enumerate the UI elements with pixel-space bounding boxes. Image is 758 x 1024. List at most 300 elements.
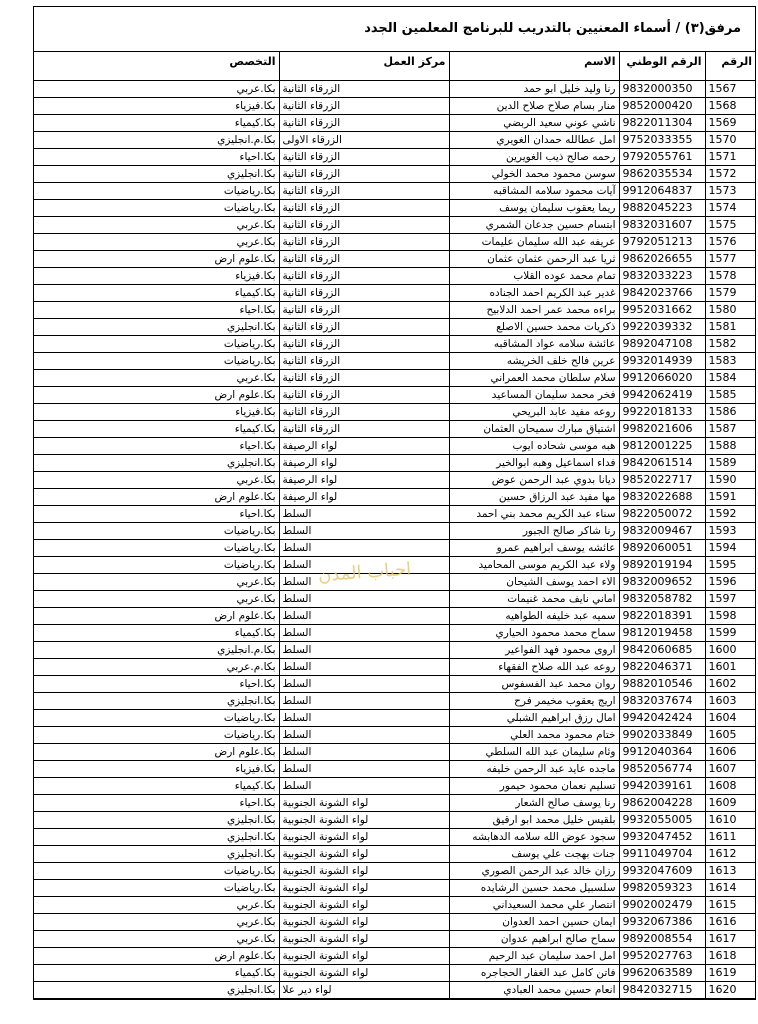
row-number-cell: 1595 bbox=[705, 557, 755, 574]
work-center-cell: الزرقاء الثانية bbox=[279, 251, 449, 268]
national-id-cell: 9842060685 bbox=[619, 642, 705, 659]
national-id-cell: 9822050072 bbox=[619, 506, 705, 523]
table-row bbox=[34, 285, 755, 302]
national-id-cell: 9882010546 bbox=[619, 676, 705, 693]
row-number-cell: 1591 bbox=[705, 489, 755, 506]
teacher-name-cell: وئام سليمان عبد الله السلطي bbox=[449, 744, 619, 761]
teachers-table bbox=[34, 52, 755, 999]
table-row bbox=[34, 115, 755, 132]
work-center-cell: السلط bbox=[279, 557, 449, 574]
work-center-cell: لواء الشونة الجنوبية bbox=[279, 897, 449, 914]
table-row bbox=[34, 166, 755, 183]
specialization-cell: بكا.عربي bbox=[34, 234, 279, 251]
row-number-cell: 1596 bbox=[705, 574, 755, 591]
national-id-cell: 9842061514 bbox=[619, 455, 705, 472]
specialization-cell: بكا.فيزياء bbox=[34, 761, 279, 778]
teacher-name-cell: آيات محمود سلامه المشاقبه bbox=[449, 183, 619, 200]
national-id-cell: 9952027763 bbox=[619, 948, 705, 965]
specialization-cell: بكا.رياضيات bbox=[34, 353, 279, 370]
teacher-name-cell: امال رزق ابراهيم الشبلي bbox=[449, 710, 619, 727]
work-center-cell: السلط bbox=[279, 727, 449, 744]
row-number-cell: 1614 bbox=[705, 880, 755, 897]
specialization-cell: بكا.رياضيات bbox=[34, 523, 279, 540]
work-center-cell: الزرقاء الثانية bbox=[279, 353, 449, 370]
work-center-cell: السلط bbox=[279, 540, 449, 557]
specialization-cell: بكا.عربي bbox=[34, 591, 279, 608]
table-row bbox=[34, 319, 755, 336]
row-number-cell: 1598 bbox=[705, 608, 755, 625]
table-row bbox=[34, 744, 755, 761]
national-id-cell: 9932047609 bbox=[619, 863, 705, 880]
work-center-cell: لواء الشونة الجنوبية bbox=[279, 914, 449, 931]
specialization-cell: بكا.كيمياء bbox=[34, 285, 279, 302]
national-id-cell: 9942042424 bbox=[619, 710, 705, 727]
table-row bbox=[34, 251, 755, 268]
national-id-cell: 9832037674 bbox=[619, 693, 705, 710]
teacher-name-cell: فاتن كامل عبد الغفار الحجاجره bbox=[449, 965, 619, 982]
national-id-cell: 9862035534 bbox=[619, 166, 705, 183]
row-number-cell: 1582 bbox=[705, 336, 755, 353]
row-number-cell: 1619 bbox=[705, 965, 755, 982]
work-center-cell: لواء الرصيفة bbox=[279, 489, 449, 506]
national-id-cell: 9912040364 bbox=[619, 744, 705, 761]
teacher-name-cell: هبه موسى شحاده ايوب bbox=[449, 438, 619, 455]
row-number-cell: 1572 bbox=[705, 166, 755, 183]
national-id-cell: 9982021606 bbox=[619, 421, 705, 438]
table-row bbox=[34, 948, 755, 965]
table-row bbox=[34, 81, 755, 98]
national-id-cell: 9832009467 bbox=[619, 523, 705, 540]
national-id-cell: 9832009652 bbox=[619, 574, 705, 591]
row-number-cell: 1567 bbox=[705, 81, 755, 98]
national-id-cell: 9942062419 bbox=[619, 387, 705, 404]
teacher-name-cell: سماح صالح ابراهيم عدوان bbox=[449, 931, 619, 948]
work-center-cell: السلط bbox=[279, 608, 449, 625]
work-center-cell: لواء الشونة الجنوبية bbox=[279, 965, 449, 982]
table-row bbox=[34, 523, 755, 540]
teacher-name-cell: عرين فالح خلف الخريشه bbox=[449, 353, 619, 370]
table-row bbox=[34, 302, 755, 319]
teacher-name-cell: انتصار علي محمد السعيداني bbox=[449, 897, 619, 914]
teacher-name-cell: ابتسام حسين جدعان الشمري bbox=[449, 217, 619, 234]
work-center-cell: لواء الشونة الجنوبية bbox=[279, 863, 449, 880]
national-id-cell: 9862026655 bbox=[619, 251, 705, 268]
row-number-cell: 1589 bbox=[705, 455, 755, 472]
work-center-cell: لواء الشونة الجنوبية bbox=[279, 812, 449, 829]
teacher-name-cell: امل عطالله حمدان الغويري bbox=[449, 132, 619, 149]
row-number-cell: 1574 bbox=[705, 200, 755, 217]
row-number-cell: 1594 bbox=[705, 540, 755, 557]
national-id-cell: 9892047108 bbox=[619, 336, 705, 353]
teacher-name-cell: فداء اسماعيل وهبه ابوالخير bbox=[449, 455, 619, 472]
teacher-name-cell: سوسن محمود محمد الخولي bbox=[449, 166, 619, 183]
table-row bbox=[34, 98, 755, 115]
work-center-cell: السلط bbox=[279, 574, 449, 591]
table-row bbox=[34, 710, 755, 727]
table-row bbox=[34, 642, 755, 659]
national-id-cell: 9812019458 bbox=[619, 625, 705, 642]
work-center-cell: السلط bbox=[279, 676, 449, 693]
teacher-name-cell: ذكريات محمد حسين الاصلع bbox=[449, 319, 619, 336]
teacher-name-cell: اماني نايف محمد غنيمات bbox=[449, 591, 619, 608]
table-row bbox=[34, 778, 755, 795]
national-id-cell: 9902002479 bbox=[619, 897, 705, 914]
national-id-cell: 9852022717 bbox=[619, 472, 705, 489]
table-header-row bbox=[34, 52, 755, 81]
row-number-cell: 1575 bbox=[705, 217, 755, 234]
work-center-cell: لواء الشونة الجنوبية bbox=[279, 948, 449, 965]
national-id-cell: 9792051213 bbox=[619, 234, 705, 251]
teacher-name-cell: اريج يعقوب مخيمر فرح bbox=[449, 693, 619, 710]
header-specialization: التخصص bbox=[34, 52, 279, 81]
table-row bbox=[34, 846, 755, 863]
national-id-cell: 9962063589 bbox=[619, 965, 705, 982]
table-row bbox=[34, 863, 755, 880]
teacher-name-cell: روعه عبد الله صلاح الفقهاء bbox=[449, 659, 619, 676]
work-center-cell: لواء الرصيفة bbox=[279, 438, 449, 455]
national-id-cell: 9902033849 bbox=[619, 727, 705, 744]
specialization-cell: بكا.رياضيات bbox=[34, 540, 279, 557]
specialization-cell: بكا.انجليزي bbox=[34, 812, 279, 829]
national-id-cell: 9832033223 bbox=[619, 268, 705, 285]
table-row bbox=[34, 353, 755, 370]
national-id-cell: 9822011304 bbox=[619, 115, 705, 132]
row-number-cell: 1601 bbox=[705, 659, 755, 676]
national-id-cell: 9932067386 bbox=[619, 914, 705, 931]
teacher-name-cell: تمام محمد عوده القلاب bbox=[449, 268, 619, 285]
table-row bbox=[34, 455, 755, 472]
specialization-cell: بكا.احياء bbox=[34, 302, 279, 319]
specialization-cell: بكا.م.انجليزي bbox=[34, 132, 279, 149]
row-number-cell: 1585 bbox=[705, 387, 755, 404]
row-number-cell: 1570 bbox=[705, 132, 755, 149]
teacher-name-cell: بلقيس خليل محمد ابو ارقيق bbox=[449, 812, 619, 829]
specialization-cell: بكا.رياضيات bbox=[34, 557, 279, 574]
specialization-cell: بكا.انجليزي bbox=[34, 693, 279, 710]
row-number-cell: 1617 bbox=[705, 931, 755, 948]
table-row bbox=[34, 591, 755, 608]
teacher-name-cell: جنات بهجت علي يوسف bbox=[449, 846, 619, 863]
teacher-name-cell: روان محمد عبد الفسفوس bbox=[449, 676, 619, 693]
specialization-cell: بكا.علوم ارض bbox=[34, 744, 279, 761]
row-number-cell: 1606 bbox=[705, 744, 755, 761]
national-id-cell: 9942039161 bbox=[619, 778, 705, 795]
specialization-cell: بكا.فيزياء bbox=[34, 98, 279, 115]
specialization-cell: بكا.علوم ارض bbox=[34, 251, 279, 268]
table-row bbox=[34, 438, 755, 455]
table-row bbox=[34, 421, 755, 438]
work-center-cell: السلط bbox=[279, 591, 449, 608]
row-number-cell: 1603 bbox=[705, 693, 755, 710]
work-center-cell: السلط bbox=[279, 625, 449, 642]
row-number-cell: 1584 bbox=[705, 370, 755, 387]
national-id-cell: 9922039332 bbox=[619, 319, 705, 336]
work-center-cell: الزرقاء الاولى bbox=[279, 132, 449, 149]
specialization-cell: بكا.احياء bbox=[34, 506, 279, 523]
row-number-cell: 1616 bbox=[705, 914, 755, 931]
teacher-name-cell: رزان خالد عبد الرحمن الصوري bbox=[449, 863, 619, 880]
specialization-cell: بكا.انجليزي bbox=[34, 846, 279, 863]
row-number-cell: 1571 bbox=[705, 149, 755, 166]
work-center-cell: السلط bbox=[279, 693, 449, 710]
work-center-cell: الزرقاء الثانية bbox=[279, 285, 449, 302]
table-row bbox=[34, 761, 755, 778]
table-row bbox=[34, 625, 755, 642]
specialization-cell: بكا.انجليزي bbox=[34, 319, 279, 336]
specialization-cell: بكا.احياء bbox=[34, 676, 279, 693]
specialization-cell: بكا.عربي bbox=[34, 472, 279, 489]
specialization-cell: بكا.عربي bbox=[34, 931, 279, 948]
document-title: مرفق(٣) / أسماء المعنيين بالتدريب للبرنامج المعلمين الجدد bbox=[34, 7, 755, 52]
row-number-cell: 1569 bbox=[705, 115, 755, 132]
specialization-cell: بكا.كيمياء bbox=[34, 115, 279, 132]
work-center-cell: الزرقاء الثانية bbox=[279, 166, 449, 183]
row-number-cell: 1578 bbox=[705, 268, 755, 285]
specialization-cell: بكا.علوم ارض bbox=[34, 489, 279, 506]
table-row bbox=[34, 914, 755, 931]
teacher-name-cell: سجود عوض الله سلامه الدهابشه bbox=[449, 829, 619, 846]
specialization-cell: بكا.عربي bbox=[34, 81, 279, 98]
specialization-cell: بكا.كيمياء bbox=[34, 965, 279, 982]
work-center-cell: السلط bbox=[279, 761, 449, 778]
table-row bbox=[34, 880, 755, 897]
specialization-cell: بكا.احياء bbox=[34, 149, 279, 166]
table-row bbox=[34, 931, 755, 948]
table-row bbox=[34, 506, 755, 523]
national-id-cell: 9862004228 bbox=[619, 795, 705, 812]
work-center-cell: الزرقاء الثانية bbox=[279, 268, 449, 285]
specialization-cell: بكا.رياضيات bbox=[34, 880, 279, 897]
teacher-name-cell: سميه عبد خليفه الطواهيه bbox=[449, 608, 619, 625]
row-number-cell: 1600 bbox=[705, 642, 755, 659]
table-row bbox=[34, 965, 755, 982]
specialization-cell: بكا.كيمياء bbox=[34, 625, 279, 642]
work-center-cell: الزرقاء الثانية bbox=[279, 200, 449, 217]
row-number-cell: 1573 bbox=[705, 183, 755, 200]
teacher-name-cell: امل احمد سليمان عبد الرحيم bbox=[449, 948, 619, 965]
work-center-cell: لواء الرصيفة bbox=[279, 455, 449, 472]
header-national-id: الرقم الوطني bbox=[619, 52, 705, 81]
teacher-name-cell: سماح محمد محمود الحياري bbox=[449, 625, 619, 642]
table-row bbox=[34, 676, 755, 693]
teacher-name-cell: انعام حسين محمد العبادي bbox=[449, 982, 619, 999]
work-center-cell: الزرقاء الثانية bbox=[279, 217, 449, 234]
row-number-cell: 1612 bbox=[705, 846, 755, 863]
work-center-cell: السلط bbox=[279, 710, 449, 727]
national-id-cell: 9922018133 bbox=[619, 404, 705, 421]
table-row bbox=[34, 795, 755, 812]
work-center-cell: لواء الشونة الجنوبية bbox=[279, 931, 449, 948]
table-row bbox=[34, 659, 755, 676]
specialization-cell: بكا.فيزياء bbox=[34, 404, 279, 421]
specialization-cell: بكا.كيمياء bbox=[34, 778, 279, 795]
national-id-cell: 9832058782 bbox=[619, 591, 705, 608]
table-row bbox=[34, 149, 755, 166]
teacher-name-cell: ثريا عبد الرحمن عثمان عثمان bbox=[449, 251, 619, 268]
teacher-name-cell: عريفه عبد الله سليمان عليمات bbox=[449, 234, 619, 251]
work-center-cell: الزرقاء الثانية bbox=[279, 336, 449, 353]
teacher-name-cell: رنا وليد خليل ابو حمد bbox=[449, 81, 619, 98]
work-center-cell: السلط bbox=[279, 642, 449, 659]
work-center-cell: الزرقاء الثانية bbox=[279, 404, 449, 421]
national-id-cell: 9842032715 bbox=[619, 982, 705, 999]
work-center-cell: لواء الرصيفة bbox=[279, 472, 449, 489]
teacher-name-cell: منار بسام صلاح صلاح الدين bbox=[449, 98, 619, 115]
row-number-cell: 1607 bbox=[705, 761, 755, 778]
row-number-cell: 1581 bbox=[705, 319, 755, 336]
work-center-cell: لواء الشونة الجنوبية bbox=[279, 795, 449, 812]
work-center-cell: لواء دير علا bbox=[279, 982, 449, 999]
row-number-cell: 1608 bbox=[705, 778, 755, 795]
specialization-cell: بكا.علوم ارض bbox=[34, 387, 279, 404]
national-id-cell: 9822018391 bbox=[619, 608, 705, 625]
specialization-cell: بكا.علوم ارض bbox=[34, 948, 279, 965]
teacher-name-cell: غدير عبد الكريم احمد الجناده bbox=[449, 285, 619, 302]
header-name: الاسم bbox=[449, 52, 619, 81]
work-center-cell: الزرقاء الثانية bbox=[279, 319, 449, 336]
specialization-cell: بكا.انجليزي bbox=[34, 455, 279, 472]
specialization-cell: بكا.عربي bbox=[34, 897, 279, 914]
table-row bbox=[34, 336, 755, 353]
table-row bbox=[34, 132, 755, 149]
national-id-cell: 9892019194 bbox=[619, 557, 705, 574]
header-work-center: مركز العمل bbox=[279, 52, 449, 81]
specialization-cell: بكا.رياضيات bbox=[34, 183, 279, 200]
specialization-cell: بكا.علوم ارض bbox=[34, 608, 279, 625]
row-number-cell: 1579 bbox=[705, 285, 755, 302]
teacher-name-cell: ماجده عايد عبد الرحمن خليفه bbox=[449, 761, 619, 778]
teacher-name-cell: سلسبيل محمد حسين الرشايده bbox=[449, 880, 619, 897]
row-number-cell: 1609 bbox=[705, 795, 755, 812]
row-number-cell: 1611 bbox=[705, 829, 755, 846]
table-row bbox=[34, 727, 755, 744]
national-id-cell: 9852000420 bbox=[619, 98, 705, 115]
table-body bbox=[34, 81, 755, 999]
specialization-cell: بكا.م.عربي bbox=[34, 659, 279, 676]
teacher-name-cell: رنا شاكر صالح الجبور bbox=[449, 523, 619, 540]
national-id-cell: 9912066020 bbox=[619, 370, 705, 387]
header-number: الرقم bbox=[705, 52, 755, 81]
row-number-cell: 1583 bbox=[705, 353, 755, 370]
teacher-name-cell: اروى محمود فهد الفواعير bbox=[449, 642, 619, 659]
specialization-cell: بكا.رياضيات bbox=[34, 710, 279, 727]
table-row bbox=[34, 404, 755, 421]
specialization-cell: بكا.فيزياء bbox=[34, 268, 279, 285]
document-frame bbox=[33, 6, 756, 1000]
national-id-cell: 9832022688 bbox=[619, 489, 705, 506]
table-row bbox=[34, 812, 755, 829]
row-number-cell: 1590 bbox=[705, 472, 755, 489]
specialization-cell: بكا.احياء bbox=[34, 438, 279, 455]
row-number-cell: 1615 bbox=[705, 897, 755, 914]
teacher-name-cell: عائشه يوسف ابراهيم عمرو bbox=[449, 540, 619, 557]
national-id-cell: 9932055005 bbox=[619, 812, 705, 829]
table-row bbox=[34, 370, 755, 387]
work-center-cell: الزرقاء الثانية bbox=[279, 98, 449, 115]
row-number-cell: 1620 bbox=[705, 982, 755, 999]
teacher-name-cell: تسليم نعمان محمود حيمور bbox=[449, 778, 619, 795]
work-center-cell: الزرقاء الثانية bbox=[279, 370, 449, 387]
row-number-cell: 1576 bbox=[705, 234, 755, 251]
work-center-cell: الزرقاء الثانية bbox=[279, 149, 449, 166]
table-row bbox=[34, 608, 755, 625]
teacher-name-cell: رحمه صالح ذيب الغويرين bbox=[449, 149, 619, 166]
specialization-cell: بكا.عربي bbox=[34, 574, 279, 591]
work-center-cell: الزرقاء الثانية bbox=[279, 183, 449, 200]
specialization-cell: بكا.كيمياء bbox=[34, 421, 279, 438]
specialization-cell: بكا.عربي bbox=[34, 914, 279, 931]
specialization-cell: بكا.عربي bbox=[34, 370, 279, 387]
work-center-cell: الزرقاء الثانية bbox=[279, 387, 449, 404]
watermark: احباب المدن bbox=[317, 558, 412, 587]
table-row bbox=[34, 234, 755, 251]
work-center-cell: السلط bbox=[279, 744, 449, 761]
work-center-cell: الزرقاء الثانية bbox=[279, 81, 449, 98]
work-center-cell: السلط bbox=[279, 506, 449, 523]
teacher-name-cell: روعه مفيد عابد البريحي bbox=[449, 404, 619, 421]
national-id-cell: 9822046371 bbox=[619, 659, 705, 676]
national-id-cell: 9832031607 bbox=[619, 217, 705, 234]
teacher-name-cell: براءه محمد عمر احمد الدلابيح bbox=[449, 302, 619, 319]
work-center-cell: الزرقاء الثانية bbox=[279, 421, 449, 438]
row-number-cell: 1588 bbox=[705, 438, 755, 455]
teacher-name-cell: اشتياق مبارك سميحان العثمان bbox=[449, 421, 619, 438]
national-id-cell: 9892008554 bbox=[619, 931, 705, 948]
national-id-cell: 9842023766 bbox=[619, 285, 705, 302]
work-center-cell: الزرقاء الثانية bbox=[279, 115, 449, 132]
national-id-cell: 9932047452 bbox=[619, 829, 705, 846]
specialization-cell: بكا.انجليزي bbox=[34, 829, 279, 846]
national-id-cell: 9832000350 bbox=[619, 81, 705, 98]
specialization-cell: بكا.رياضيات bbox=[34, 863, 279, 880]
table-row bbox=[34, 268, 755, 285]
specialization-cell: بكا.م.انجليزي bbox=[34, 642, 279, 659]
table-row bbox=[34, 982, 755, 999]
specialization-cell: بكا.رياضيات bbox=[34, 336, 279, 353]
work-center-cell: السلط bbox=[279, 523, 449, 540]
specialization-cell: بكا.احياء bbox=[34, 795, 279, 812]
row-number-cell: 1592 bbox=[705, 506, 755, 523]
row-number-cell: 1577 bbox=[705, 251, 755, 268]
table-row bbox=[34, 472, 755, 489]
teacher-name-cell: سناء عبد الكريم محمد بني احمد bbox=[449, 506, 619, 523]
work-center-cell: الزرقاء الثانية bbox=[279, 234, 449, 251]
work-center-cell: الزرقاء الثانية bbox=[279, 302, 449, 319]
table-row bbox=[34, 693, 755, 710]
row-number-cell: 1602 bbox=[705, 676, 755, 693]
row-number-cell: 1568 bbox=[705, 98, 755, 115]
table-row bbox=[34, 489, 755, 506]
specialization-cell: بكا.انجليزي bbox=[34, 982, 279, 999]
teacher-name-cell: ريما يعقوب سليمان يوسف bbox=[449, 200, 619, 217]
work-center-cell: لواء الشونة الجنوبية bbox=[279, 829, 449, 846]
table-row bbox=[34, 217, 755, 234]
table-row bbox=[34, 200, 755, 217]
national-id-cell: 9911049704 bbox=[619, 846, 705, 863]
row-number-cell: 1593 bbox=[705, 523, 755, 540]
national-id-cell: 9852056774 bbox=[619, 761, 705, 778]
table-row bbox=[34, 387, 755, 404]
national-id-cell: 9952031662 bbox=[619, 302, 705, 319]
teacher-name-cell: ايمان حسين احمد العدوان bbox=[449, 914, 619, 931]
teacher-name-cell: عائشة سلامه عواد المشاقبه bbox=[449, 336, 619, 353]
teacher-name-cell: سلام سلطان محمد العمراني bbox=[449, 370, 619, 387]
work-center-cell: لواء الشونة الجنوبية bbox=[279, 846, 449, 863]
specialization-cell: بكا.عربي bbox=[34, 217, 279, 234]
teacher-name-cell: ختام محمود محمد العلي bbox=[449, 727, 619, 744]
row-number-cell: 1618 bbox=[705, 948, 755, 965]
national-id-cell: 9882045223 bbox=[619, 200, 705, 217]
